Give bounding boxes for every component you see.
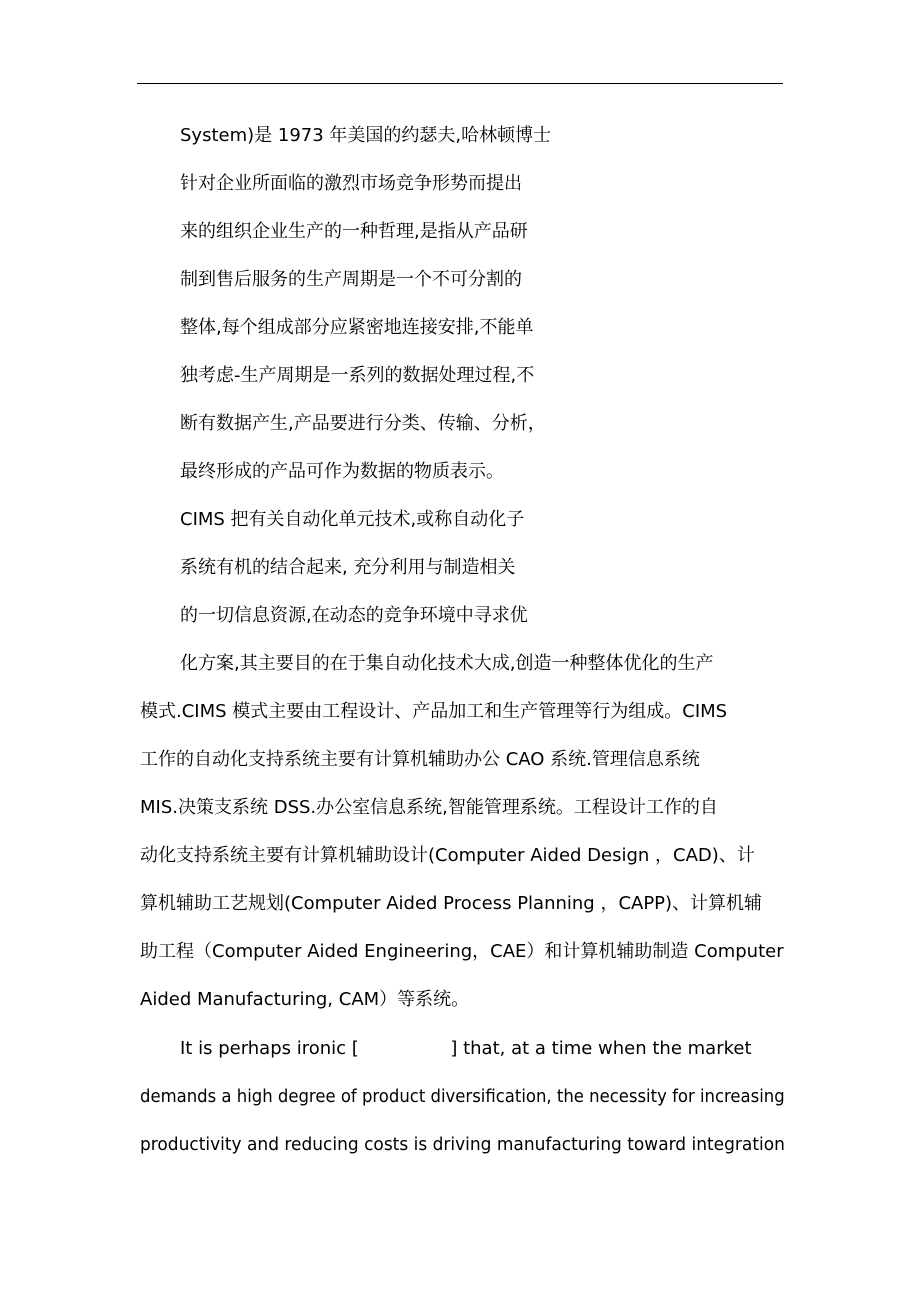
- text-line: MIS.决策支系统 DSS.办公室信息系统,智能管理系统。工程设计工作的自: [140, 797, 718, 818]
- text-line: 动化支持系统主要有计算机辅助设计(Computer Aided Design ，CAD)、计: [140, 845, 755, 866]
- text-line: 制到售后服务的生产周期是一个不可分割的: [180, 269, 522, 290]
- text-line: 整体,每个组成部分应紧密地连接安排,不能单: [180, 317, 534, 338]
- text-line: 来的组织企业生产的一种哲理,是指从产品研: [180, 221, 528, 242]
- text-line: 针对企业所面临的激烈市场竞争形势而提出: [180, 173, 522, 194]
- text-line: 最终形成的产品可作为数据的物质表示。: [180, 461, 504, 482]
- text-line: System)是 1973 年美国的约瑟夫,哈林顿博士: [180, 125, 552, 146]
- text-line: CIMS 把有关自动化单元技术,或称自动化子: [180, 509, 525, 530]
- paragraph-first-line: 化方案,其主要目的在于集自动化技术大成,创造一种整体优化的生产: [180, 653, 714, 674]
- text-line: 模式.CIMS 模式主要由工程设计、产品加工和生产管理等行为组成。CIMS: [140, 701, 728, 722]
- text-line: 独考虑-生产周期是一系列的数据处理过程,不: [180, 365, 535, 386]
- text-line: 算机辅助工艺规划(Computer Aided Process Planning ，CAPP)、计算机辅: [140, 893, 763, 914]
- text-line: 断有数据产生,产品要进行分类、传输、分析，: [180, 413, 546, 434]
- text-line: 工作的自动化支持系统主要有计算机辅助办公 CAO 系统.管理信息系统: [140, 749, 700, 770]
- header-rule: [137, 83, 783, 84]
- text-line: 系统有机的结合起来, 充分利用与制造相关: [180, 557, 516, 578]
- text-line: 的一切信息资源,在动态的竞争环境中寻求优: [180, 605, 528, 626]
- text-line: 助工程（Computer Aided Engineering，CAE）和计算机辅助制造 Computer: [140, 941, 784, 962]
- text-line: demands a high degree of product diversification, the necessity for increasing: [140, 1086, 785, 1107]
- paragraph-first-line: It is perhaps ironic [ ] that, at a time when the market: [180, 1038, 752, 1059]
- text-line: Aided Manufacturing, CAM）等系统。: [140, 989, 470, 1010]
- text-line: productivity and reducing costs is driving manufacturing toward integration: [140, 1134, 785, 1155]
